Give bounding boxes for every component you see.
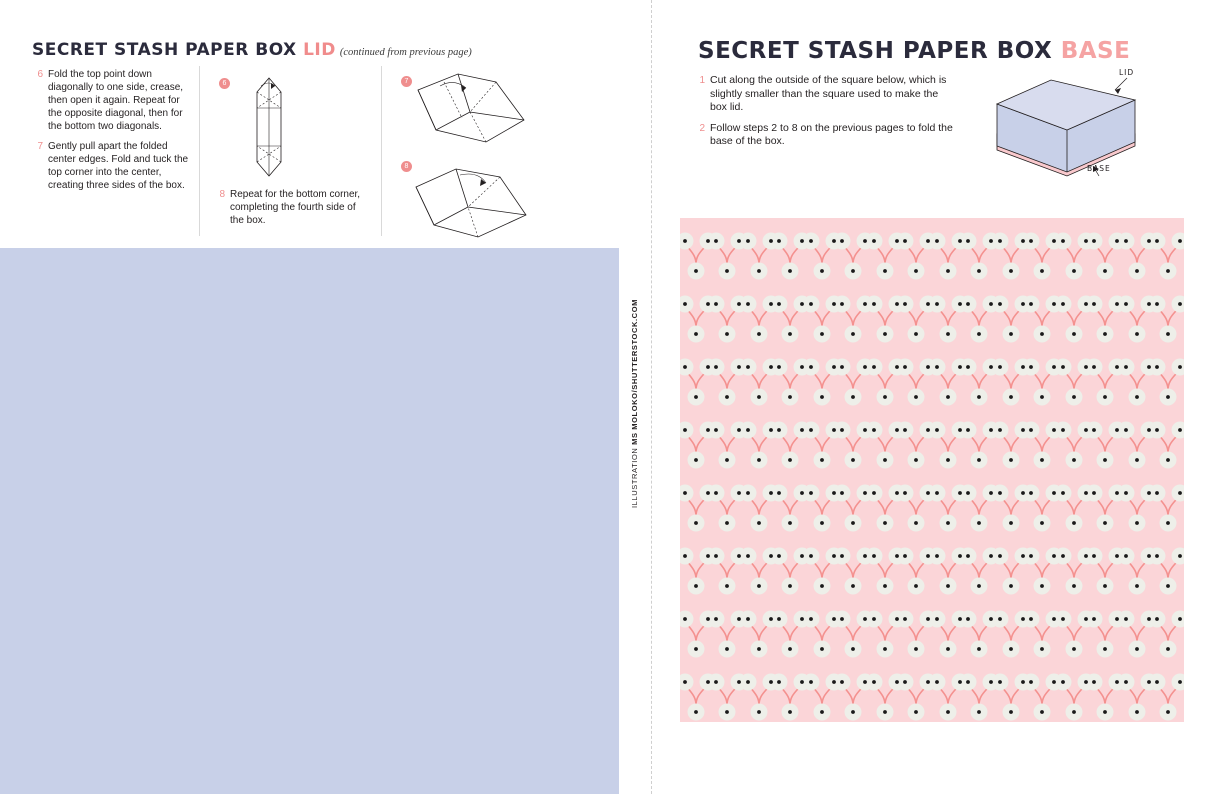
pattern-swatch-pink [680,218,1184,722]
credit-prefix: ILLUSTRATION [630,444,639,508]
label-lid: LID [1119,68,1135,77]
right-page [652,0,1214,794]
diagram-badge-6: 6 [219,78,230,89]
list-item [30,140,190,192]
box-illustration [975,58,1155,188]
list-item [692,74,954,115]
diagram-badge-8: 8 [401,161,412,172]
left-heading-accent: LID [303,40,336,60]
paper-swatch-blue [0,248,619,794]
step-text: Gently pull apart the folded center edges. Fold and tuck the top corner into the center, creating three sides of the box. [48,141,189,191]
list-item [692,122,954,149]
diagram-step-6 [225,70,335,190]
diagram-step-7 [400,68,540,168]
step-number: 2 [699,122,705,134]
list-item [212,188,364,227]
step-number: 1 [699,75,705,86]
left-page-heading [32,40,472,60]
step-number: 6 [37,69,43,80]
list-item [30,68,190,133]
diagram-step-8 [400,155,540,255]
label-base: BASE [1087,164,1111,173]
left-heading-continued: (continued from previous page) [339,47,472,58]
step-text: Cut along the outside of the square below, which is slightly smaller than the square used to make the box lid. [710,74,947,113]
column-divider-2 [381,66,382,236]
credit-source: MS MOLOKO/SHUTTERSTOCK.COM [630,299,639,445]
left-steps-column-1 [30,68,190,199]
step-text: Follow steps 2 to 8 on the previous pages to fold the base of the box. [710,121,953,147]
step-number: 8 [219,189,225,200]
left-steps-column-2 [212,188,364,234]
right-heading-main: SECRET STASH PAPER BOX [698,38,1061,64]
right-steps [692,74,954,156]
column-divider-1 [199,66,200,236]
step-text: Fold the top point down diagonally to one side, crease, then open it again. Repeat for the opposite diagonal, then for the bottom two diagonals. [48,69,184,132]
illustration-credit [630,299,639,508]
step-text: Repeat for the bottom corner, completing the fourth side of the box. [230,189,361,226]
right-heading-accent: BASE [1060,38,1131,64]
step-number: 7 [37,141,43,152]
diagram-badge-7: 7 [401,76,412,87]
left-heading-main: SECRET STASH PAPER BOX [32,40,304,60]
